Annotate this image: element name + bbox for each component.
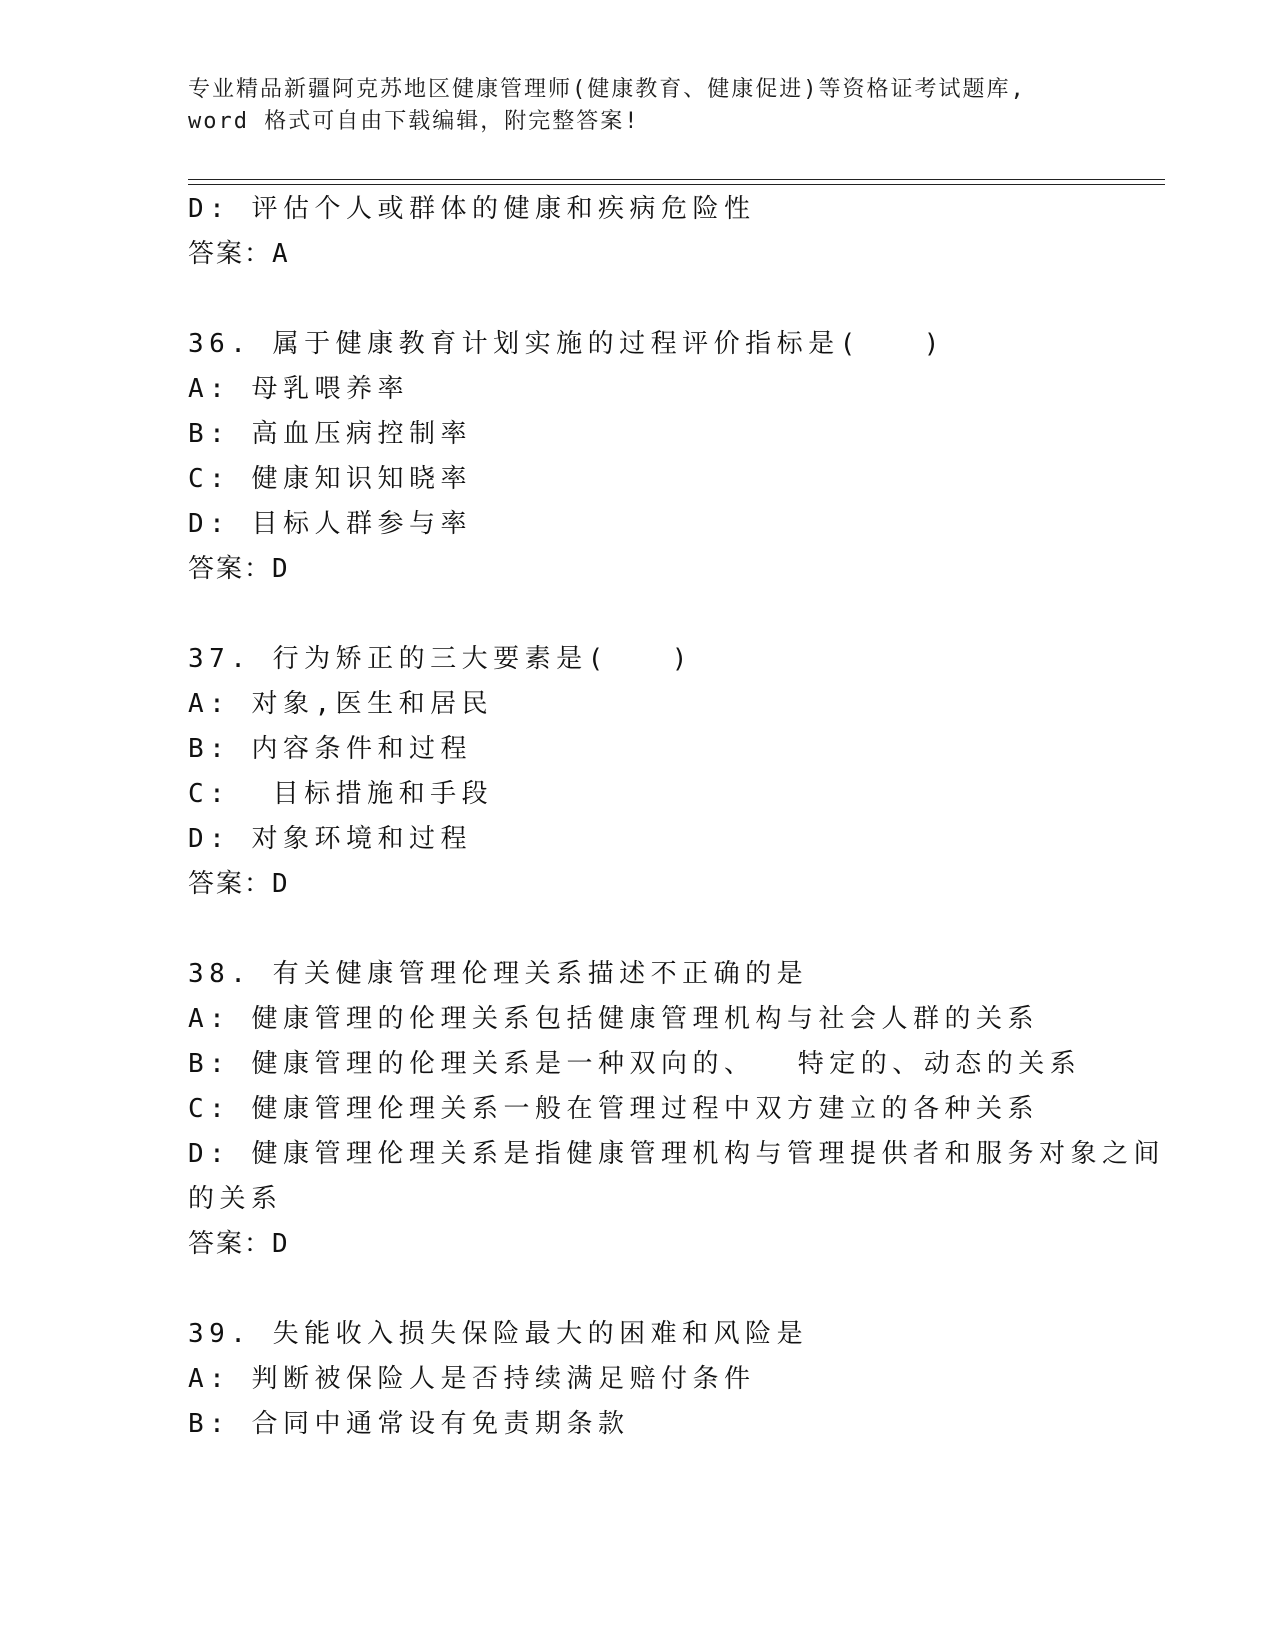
q37-option-b: B: 内容条件和过程: [188, 734, 472, 764]
q36-option-d: D: 目标人群参与率: [188, 509, 472, 539]
q36-option-a: A: 母乳喂养率: [188, 374, 409, 404]
q37-option-a: A: 对象,医生和居民: [188, 689, 494, 719]
q38-option-d: D: 健康管理伦理关系是指健康管理机构与管理提供者和服务对象之间: [188, 1139, 1165, 1169]
header-line-2: word 格式可自由下载编辑，附完整答案!: [188, 109, 640, 134]
q38-option-b: B: 健康管理的伦理关系是一种双向的、 特定的、动态的关系: [188, 1049, 1082, 1079]
q36-option-c: C: 健康知识知晓率: [188, 464, 472, 494]
answer-label: 答案：: [188, 869, 273, 899]
answer-label: 答案：: [188, 1229, 273, 1259]
q38-question: 38. 有关健康管理伦理关系描述不正确的是: [188, 959, 809, 989]
answer-value: A: [272, 239, 290, 269]
q37-answer: [188, 867, 290, 901]
q38-option-a: A: 健康管理的伦理关系包括健康管理机构与社会人群的关系: [188, 1004, 1039, 1034]
header-divider-top: [188, 179, 1165, 180]
answer-label: 答案：: [188, 554, 273, 584]
q36-question: 36. 属于健康教育计划实施的过程评价指标是( ): [188, 329, 945, 359]
q38-option-c: C: 健康管理伦理关系一般在管理过程中双方建立的各种关系: [188, 1094, 1039, 1124]
prev-answer: [188, 237, 290, 271]
q36-answer: [188, 552, 290, 586]
q38-option-d-continued: 的关系: [188, 1184, 283, 1214]
q37-option-c: C: 目标措施和手段: [188, 779, 494, 809]
q37-option-d: D: 对象环境和过程: [188, 824, 472, 854]
q37-question: 37. 行为矫正的三大要素是( ): [188, 644, 693, 674]
q39-option-b: B: 合同中通常设有免责期条款: [188, 1409, 630, 1439]
q36-option-b: B: 高血压病控制率: [188, 419, 472, 449]
document-header: [188, 74, 1088, 138]
answer-label: 答案：: [188, 239, 273, 269]
q39-question: 39. 失能收入损失保险最大的困难和风险是: [188, 1319, 809, 1349]
prev-option-d: D: 评估个人或群体的健康和疾病危险性: [188, 194, 756, 224]
q38-answer: [188, 1227, 290, 1261]
q39-option-a: A: 判断被保险人是否持续满足赔付条件: [188, 1364, 756, 1394]
header-divider-bottom: [188, 184, 1165, 185]
answer-value: D: [272, 554, 290, 584]
answer-value: D: [272, 1229, 290, 1259]
answer-value: D: [272, 869, 290, 899]
header-line-1: 专业精品新疆阿克苏地区健康管理师(健康教育、健康促进)等资格证考试题库,: [188, 77, 1026, 102]
